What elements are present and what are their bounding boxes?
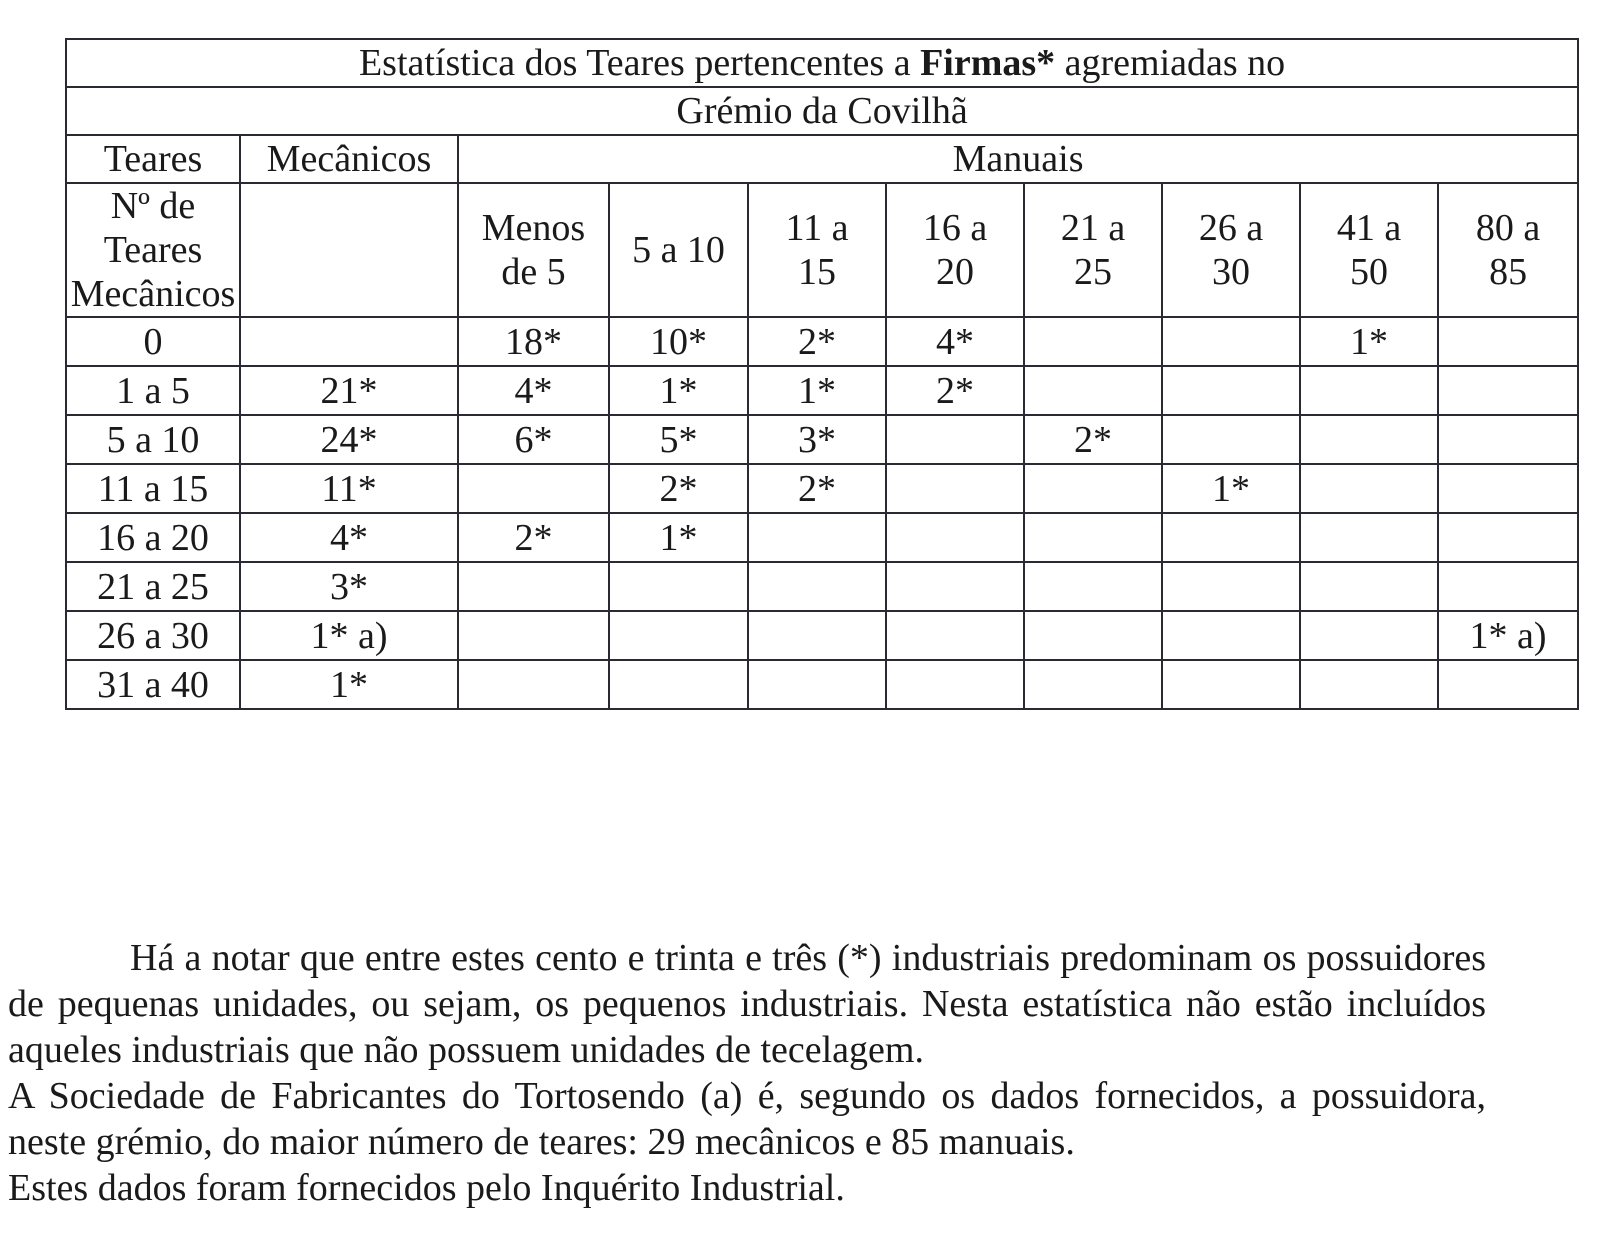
row-label: 11 a 15 bbox=[66, 464, 240, 513]
header-teares: Teares bbox=[66, 135, 240, 183]
table-row bbox=[66, 660, 1578, 709]
row-label: 1 a 5 bbox=[66, 366, 240, 415]
cell-manuais bbox=[1300, 366, 1438, 415]
subheader-manuais-range bbox=[748, 183, 886, 317]
cell-manuais bbox=[1438, 513, 1578, 562]
cell-manuais bbox=[1438, 660, 1578, 709]
cell-manuais: 1* bbox=[609, 366, 748, 415]
subheader-line: 16 a bbox=[922, 207, 988, 249]
cell-mecanicos bbox=[240, 317, 458, 366]
cell-manuais bbox=[886, 611, 1024, 660]
table-title-post: agremiadas no bbox=[1055, 42, 1286, 84]
cell-manuais: 2* bbox=[609, 464, 748, 513]
subheader-line: 25 bbox=[1074, 251, 1112, 293]
cell-mecanicos: 21* bbox=[240, 366, 458, 415]
subheader-line: Menos bbox=[481, 207, 586, 249]
cell-manuais bbox=[1162, 415, 1300, 464]
cell-manuais bbox=[1162, 366, 1300, 415]
header-manuais: Manuais bbox=[458, 135, 1578, 183]
cell-mecanicos: 1* a) bbox=[240, 611, 458, 660]
cell-manuais bbox=[1162, 317, 1300, 366]
cell-mecanicos: 24* bbox=[240, 415, 458, 464]
cell-manuais bbox=[1438, 366, 1578, 415]
cell-manuais: 6* bbox=[458, 415, 609, 464]
cell-manuais: 1* bbox=[748, 366, 886, 415]
subheader-manuais-range bbox=[458, 183, 609, 317]
cell-manuais: 4* bbox=[458, 366, 609, 415]
subheader-line: 85 bbox=[1489, 251, 1528, 293]
row-label: 31 a 40 bbox=[66, 660, 240, 709]
paragraph: A Sociedade de Fabricantes do Tortosendo (a) é, segundo os dados fornecidos, a possuidora, neste grémio, do maior número de teares: 29 mecânicos e 85 manuais. bbox=[8, 1075, 1486, 1163]
subheader-line: Teares bbox=[103, 229, 203, 271]
row-label: 26 a 30 bbox=[66, 611, 240, 660]
table-row bbox=[66, 562, 1578, 611]
cell-manuais bbox=[1300, 660, 1438, 709]
cell-manuais bbox=[1024, 562, 1162, 611]
cell-manuais bbox=[609, 562, 748, 611]
subheader-line: 26 a bbox=[1198, 207, 1264, 249]
table-title-pre: Estatística dos Teares pertencentes a bbox=[358, 42, 921, 84]
subheader-manuais-range bbox=[1300, 183, 1438, 317]
subheader-manuais-range bbox=[886, 183, 1024, 317]
subheader-line: 50 bbox=[1350, 251, 1388, 293]
cell-manuais: 18* bbox=[458, 317, 609, 366]
cell-manuais bbox=[1162, 513, 1300, 562]
header-mecanicos: Mecânicos bbox=[240, 135, 458, 183]
cell-manuais bbox=[458, 464, 609, 513]
subheader-line: Mecânicos bbox=[70, 273, 236, 315]
cell-manuais bbox=[1162, 660, 1300, 709]
cell-manuais bbox=[458, 611, 609, 660]
table-title-bold: Firmas* bbox=[920, 42, 1056, 84]
cell-manuais bbox=[748, 513, 886, 562]
table-row bbox=[66, 366, 1578, 415]
cell-manuais bbox=[1024, 366, 1162, 415]
subheader-manuais-range bbox=[609, 183, 748, 317]
table-row bbox=[66, 415, 1578, 464]
cell-manuais: 10* bbox=[609, 317, 748, 366]
cell-manuais bbox=[1300, 611, 1438, 660]
cell-manuais bbox=[1300, 415, 1438, 464]
body-text bbox=[8, 935, 1486, 1211]
cell-manuais: 1* bbox=[1162, 464, 1300, 513]
subheader-line: 15 bbox=[798, 251, 836, 293]
cell-manuais bbox=[748, 660, 886, 709]
cell-manuais bbox=[1300, 513, 1438, 562]
cell-manuais: 4* bbox=[886, 317, 1024, 366]
table-row bbox=[66, 611, 1578, 660]
cell-manuais bbox=[1024, 513, 1162, 562]
cell-manuais: 2* bbox=[1024, 415, 1162, 464]
subheader-mecanicos bbox=[240, 183, 458, 317]
cell-manuais bbox=[886, 562, 1024, 611]
subheader-line: 30 bbox=[1212, 251, 1250, 293]
cell-manuais bbox=[886, 660, 1024, 709]
cell-manuais bbox=[1024, 660, 1162, 709]
cell-manuais bbox=[886, 415, 1024, 464]
subheader-line: 80 a bbox=[1475, 207, 1541, 249]
cell-manuais bbox=[1300, 464, 1438, 513]
subheader-manuais-range bbox=[1024, 183, 1162, 317]
cell-manuais: 3* bbox=[748, 415, 886, 464]
cell-manuais bbox=[1024, 464, 1162, 513]
cell-manuais bbox=[748, 562, 886, 611]
table-row bbox=[66, 317, 1578, 366]
cell-manuais bbox=[609, 611, 748, 660]
row-label: 5 a 10 bbox=[66, 415, 240, 464]
subheader-line: de 5 bbox=[501, 251, 566, 293]
row-label: 0 bbox=[66, 317, 240, 366]
cell-manuais: 2* bbox=[886, 366, 1024, 415]
cell-manuais bbox=[1162, 562, 1300, 611]
table-row bbox=[66, 464, 1578, 513]
cell-mecanicos: 11* bbox=[240, 464, 458, 513]
cell-manuais: 2* bbox=[748, 464, 886, 513]
cell-manuais bbox=[458, 562, 609, 611]
cell-mecanicos: 4* bbox=[240, 513, 458, 562]
subheader-line: 11 a bbox=[785, 207, 849, 249]
cell-mecanicos: 3* bbox=[240, 562, 458, 611]
cell-manuais bbox=[1024, 611, 1162, 660]
cell-manuais bbox=[458, 660, 609, 709]
cell-manuais bbox=[1300, 562, 1438, 611]
subheader-num-teares-mecanicos bbox=[66, 183, 240, 317]
subheader-line: 41 a bbox=[1336, 207, 1402, 249]
table-row bbox=[66, 513, 1578, 562]
subheader-line: Nº de bbox=[110, 185, 196, 227]
table-title-line2: Grémio da Covilhã bbox=[66, 87, 1578, 135]
cell-manuais: 5* bbox=[609, 415, 748, 464]
looms-statistics-table bbox=[65, 38, 1579, 710]
cell-manuais bbox=[1438, 562, 1578, 611]
row-label: 21 a 25 bbox=[66, 562, 240, 611]
subheader-line: 20 bbox=[936, 251, 974, 293]
cell-manuais bbox=[1024, 317, 1162, 366]
subheader-manuais-range bbox=[1162, 183, 1300, 317]
cell-manuais bbox=[748, 611, 886, 660]
cell-manuais: 2* bbox=[748, 317, 886, 366]
cell-manuais: 1* a) bbox=[1438, 611, 1578, 660]
cell-manuais bbox=[886, 513, 1024, 562]
cell-manuais: 1* bbox=[1300, 317, 1438, 366]
cell-manuais bbox=[1438, 317, 1578, 366]
cell-manuais: 1* bbox=[609, 513, 748, 562]
cell-manuais bbox=[1438, 415, 1578, 464]
subheader-line: 21 a bbox=[1060, 207, 1126, 249]
subheader-manuais-range bbox=[1438, 183, 1578, 317]
cell-mecanicos: 1* bbox=[240, 660, 458, 709]
cell-manuais bbox=[1438, 464, 1578, 513]
cell-manuais bbox=[609, 660, 748, 709]
paragraph: Estes dados foram fornecidos pelo Inquérito Industrial. bbox=[8, 1167, 845, 1209]
subheader-line: 5 a 10 bbox=[632, 229, 725, 271]
cell-manuais bbox=[1162, 611, 1300, 660]
cell-manuais bbox=[886, 464, 1024, 513]
row-label: 16 a 20 bbox=[66, 513, 240, 562]
paragraph: Há a notar que entre estes cento e trinta e três (*) industriais predominam os possuidores de pequenas unidades, ou sejam, os pequenos industriais. Nesta estatística não estão incluídos aqueles industriais que não possuem unidades de tecelagem. bbox=[8, 937, 1486, 1071]
table-title bbox=[66, 39, 1578, 87]
cell-manuais: 2* bbox=[458, 513, 609, 562]
